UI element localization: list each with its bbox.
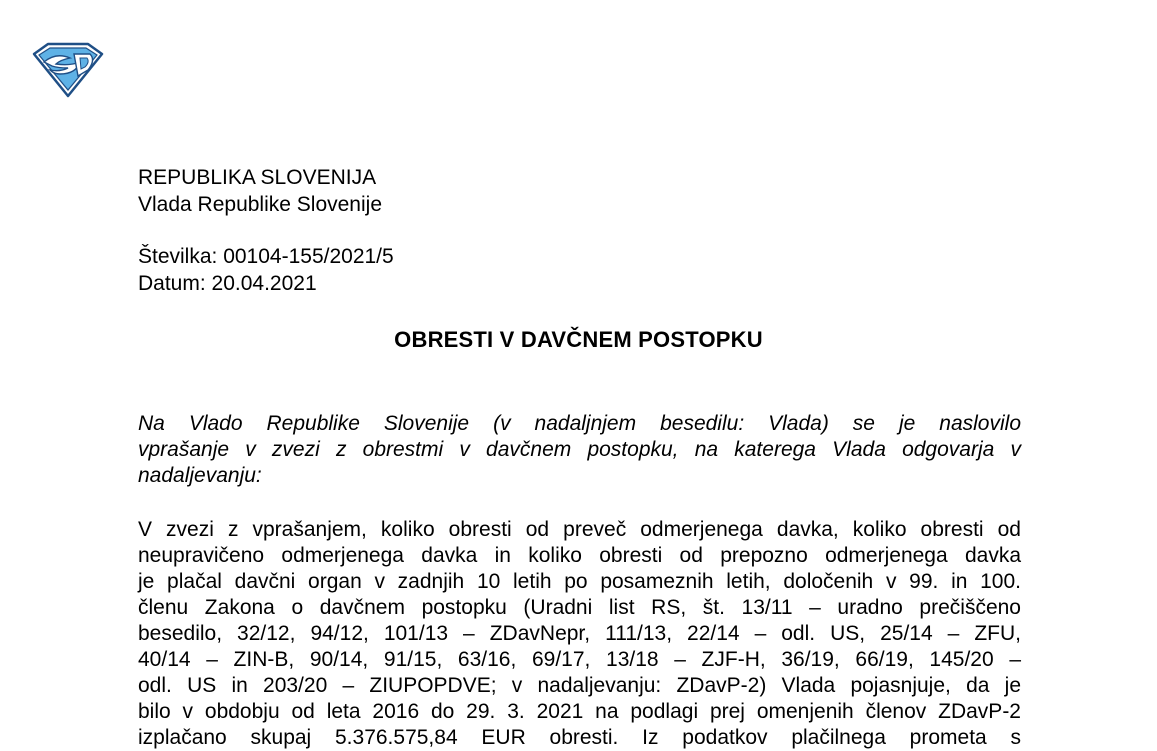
body-paragraph — [138, 517, 1021, 751]
document-number: Številka: 00104-155/2021/5 — [138, 245, 394, 268]
org-name: REPUBLIKA SLOVENIJA — [138, 166, 377, 189]
intro-line: nadaljevanju: — [138, 464, 262, 487]
body-line: bilo v obdobju od leta 2016 do 29. 3. 2021 na podlagi prej omenjenih členov ZDavP-2 — [138, 700, 1021, 723]
body-line: 40/14 – ZIN-B, 90/14, 91/15, 63/16, 69/17, 13/18 – ZJF-H, 36/19, 66/19, 145/20 – — [138, 648, 1021, 671]
document-title: OBRESTI V DAVČNEM POSTOPKU — [394, 327, 763, 352]
body-line: členu Zakona o davčnem postopku (Uradni list RS, št. 13/11 – uradno prečiščeno — [138, 596, 1021, 619]
intro-line: vprašanje v zvezi z obrestmi v davčnem postopku, na katerega Vlada odgovarja v — [138, 438, 1021, 461]
body-line: odl. US in 203/20 – ZIUPOPDVE; v nadaljevanju: ZDavP-2) Vlada pojasnjuje, da je — [138, 674, 1021, 697]
body-line: izplačano skupaj 5.376.575,84 EUR obresti. Iz podatkov plačilnega prometa s — [138, 726, 1021, 749]
body-line: V zvezi z vprašanjem, koliko obresti od preveč odmerjenega davka, koliko obresti od — [138, 518, 1021, 541]
body-line: neupravičeno odmerjenega davka in koliko obresti od prepozno odmerjenega davka — [138, 544, 1021, 567]
body-line: je plačal davčni organ v zadnjih 10 letih po posameznih letih, določenih v 99. in 100. — [138, 570, 1021, 593]
document-date: Datum: 20.04.2021 — [138, 272, 317, 295]
shield-logo-icon — [30, 40, 106, 100]
org-subname: Vlada Republike Slovenije — [138, 193, 382, 216]
intro-paragraph — [138, 411, 1021, 489]
body-line: besedilo, 32/12, 94/12, 101/13 – ZDavNepr, 111/13, 22/14 – odl. US, 25/14 – ZFU, — [138, 622, 1021, 645]
intro-line: Na Vlado Republike Slovenije (v nadaljnjem besedilu: Vlada) se je naslovilo — [138, 412, 1021, 435]
